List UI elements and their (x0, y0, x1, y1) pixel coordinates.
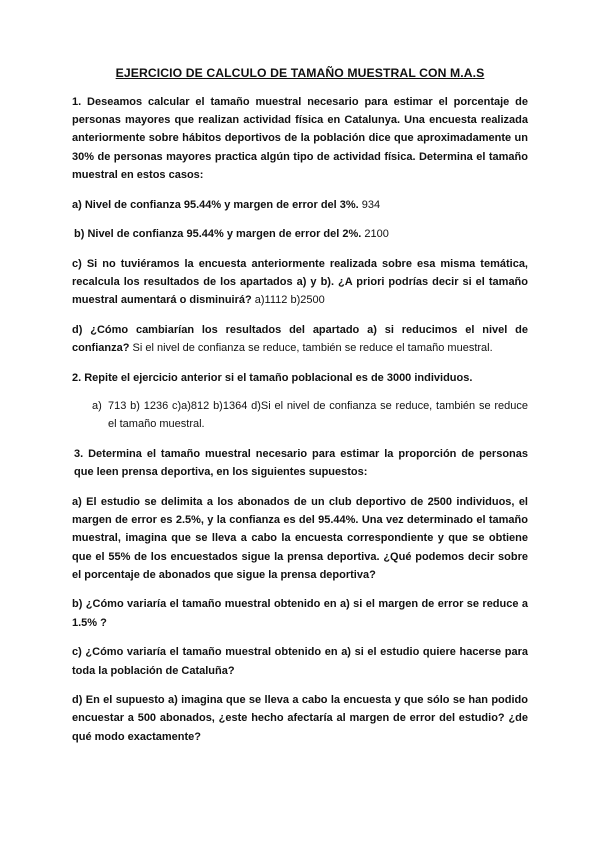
question-3d: d) En el supuesto a) imagina que se lleva a cabo la encuesta y que sólo se han podido encuestar a 500 abonados, ¿este hecho afectaría al margen de error del estudio? ¿de qué modo exactamente? (72, 694, 528, 743)
answer-1a: 934 (358, 198, 381, 211)
list-marker: a) (92, 399, 102, 412)
question-3a: a) El estudio se delimita a los abonados de un club deportivo de 2500 individuos, el margen de error es 2.5%, y la confianza es del 95.44%. Una vez determinado el tamaño muestral, imagina que se lleva a cabo la encuesta correspondiente y que se obtiene que el 55% de los encuestados sigue la prensa deportiva. ¿Qué podemos decir sobre el porcentaje de abonados que sigue la prensa deportiva? (72, 495, 528, 581)
document-title: EJERCICIO DE CALCULO DE TAMAÑO MUESTRAL CON M.A.S (115, 66, 485, 80)
answer-1c: a)1112 b)2500 (251, 294, 325, 307)
answer-2: 713 b) 1236 c)a)812 b)1364 d)Si el nivel de confianza se reduce, también se reduce el tamaño muestral. (108, 399, 528, 430)
question-1a: a) Nivel de confianza 95.44% y margen de error del 3%. 934 (72, 198, 381, 211)
question-1-stem: 1. Deseamos calcular el tamaño muestral necesario para estimar el porcentaje de personas mayores que realizan actividad física en Catalunya. Una encuesta realizada anteriormente sobre hábitos deportivos de la población dice que aproximadamente un 30% de personas mayores practica algún tipo de actividad física. Determina el tamaño muestral en estos casos: (72, 96, 528, 181)
question-1b: b) Nivel de confianza 95.44% y margen de error del 2%. 2100 (74, 228, 389, 241)
answer-2-list (92, 397, 528, 433)
question-3c: c) ¿Cómo variaría el tamaño muestral obtenido en a) si el estudio quiere hacerse para toda la población de Cataluña? (72, 646, 528, 677)
question-3-stem: 3. Determina el tamaño muestral necesario para estimar la proporción de personas que leen prensa deportiva, en los siguientes supuestos: (74, 448, 528, 479)
question-1d: d) ¿Cómo cambiarían los resultados del apartado a) si reducimos el nivel de confianza? Si el nivel de confianza se reduce, también se reduce el tamaño muestral. (72, 324, 528, 355)
document-page (72, 66, 528, 757)
answer-1b: 2100 (361, 228, 389, 241)
question-3b: b) ¿Cómo variaría el tamaño muestral obtenido en a) si el margen de error se reduce a 1.5% ? (72, 598, 528, 629)
answer-1d: Si el nivel de confianza se reduce, también se reduce el tamaño muestral. (129, 342, 493, 355)
question-2-stem: 2. Repite el ejercicio anterior si el tamaño poblacional es de 3000 individuos. (72, 371, 473, 384)
question-1c: c) Si no tuviéramos la encuesta anteriormente realizada sobre esa misma temática, recalcula los resultados de los apartados a) y b). ¿A priori podrías decir si el tamaño muestral aumentará o disminuirá? a)1112 b)2500 (72, 257, 528, 307)
